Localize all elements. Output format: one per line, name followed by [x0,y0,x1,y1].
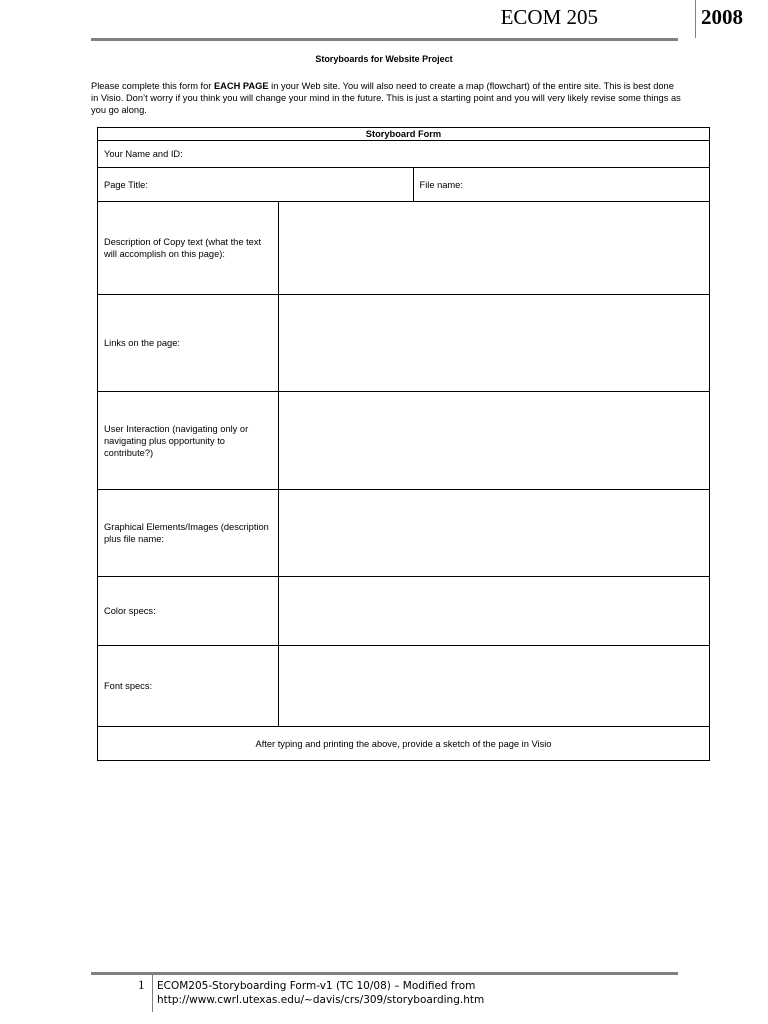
links-field[interactable] [278,295,709,392]
footer-rule [91,972,678,975]
color-specs-label: Color specs: [98,577,279,646]
intro-emphasis: EACH PAGE [213,81,269,91]
form-footer-note: After typing and printing the above, provide a sketch of the page in Visio [98,727,710,761]
copy-text-label: Description of Copy text (what the text will accomplish on this page): [98,202,279,295]
form-heading: Storyboard Form [98,128,710,141]
footer-line-1: ECOM205-Storyboarding Form-v1 (TC 10/08) – Modified from [157,980,476,992]
user-interaction-field[interactable] [278,392,709,490]
intro-text-start: Please complete this form for [91,81,214,91]
document-title: Storyboards for Website Project [315,54,453,64]
intro-text-end: in your Web site. You will also need to create a map (flowchart) of the entire site. This is best done in Visio. Don’t worry if you think you will change your mind in the future. This is just a starting point and you will very likely revise some things as you go along. [91,81,681,115]
user-interaction-label: User Interaction (navigating only or navigating plus opportunity to contribute?) [98,392,279,490]
page-title-field[interactable] [98,168,414,202]
page-number: 1 [138,977,145,992]
footer-note [157,979,484,1007]
footer-source-link[interactable]: http://www.cwrl.utexas.edu/~davis/crs/309/storyboarding.htm [157,994,485,1006]
name-id-label: Your Name and ID: [104,149,183,159]
header-divider [695,0,696,38]
links-label: Links on the page: [98,295,279,392]
footer-divider [152,975,153,1012]
font-specs-field[interactable] [278,646,709,727]
graphical-elements-label: Graphical Elements/Images (description plus file name: [98,490,279,577]
graphical-elements-field[interactable] [278,490,709,577]
page-title-label: Page Title: [104,179,148,190]
storyboard-form-table [97,127,710,761]
color-specs-field[interactable] [278,577,709,646]
copy-text-field[interactable] [278,202,709,295]
file-name-field[interactable] [413,168,709,202]
header-year: 2008 [701,5,743,29]
course-code: ECOM 205 [500,5,598,29]
font-specs-label: Font specs: [98,646,279,727]
intro-paragraph [91,80,681,116]
file-name-label: File name: [419,179,463,190]
document-header [91,0,743,41]
name-id-field[interactable] [98,141,710,168]
